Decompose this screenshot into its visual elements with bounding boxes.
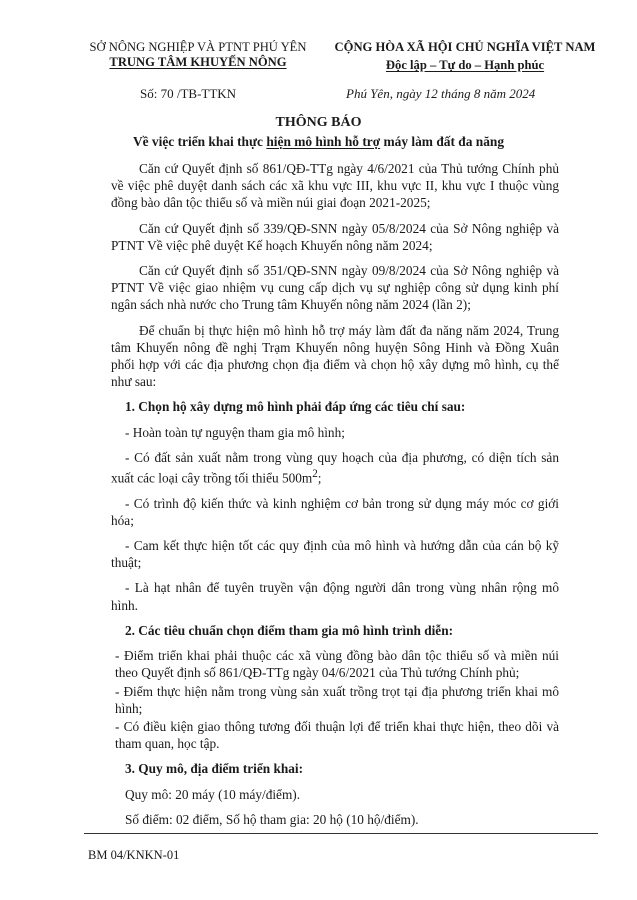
criteria-item: - Có trình độ kiến thức và kinh nghiệm cơ bản trong sử dụng máy móc cơ giới hóa; — [111, 495, 559, 528]
criteria-item: - Cam kết thực hiện tốt các quy định của mô hình và hướng dẫn của cán bộ kỹ thuật; — [111, 538, 559, 571]
legal-basis-paragraph: Căn cứ Quyết định số 339/QĐ-SNN ngày 05/8/2024 của Sở Nông nghiệp và PTNT Về việc phê duyệt Kế hoạch Khuyến nông năm 2024; — [111, 220, 559, 253]
legal-basis-paragraph: Căn cứ Quyết định số 351/QĐ-SNN ngày 09/8/2024 của Sở Nông nghiệp và PTNT Về việc giao nhiệm vụ cung cấp dịch vụ sự nghiệp công sử dụng kinh phí ngân sách nhà nước cho Trung tâm Khuyến nông năm 2024 (lần 2); — [111, 263, 559, 313]
footer-divider — [84, 833, 598, 834]
document-title: THÔNG BÁO — [275, 115, 362, 130]
criteria-item-text: - Có đất sản xuất nằm trong vùng quy hoạch của địa phương, có diện tích sản xuất các loại cây trồng tối thiểu 500m — [111, 449, 559, 486]
subtitle-part-underlined: hiện mô hình hỗ trợ — [266, 134, 381, 149]
document-date: Phú Yên, ngày 12 tháng 8 năm 2024 — [346, 86, 536, 101]
national-motto: Độc lập – Tự do – Hạnh phúc — [385, 58, 545, 72]
document-number: Số: 70 /TB-TTKN — [140, 86, 237, 101]
section-heading: 1. Chọn hộ xây dựng mô hình phải đáp ứng các tiêu chí sau: — [125, 399, 466, 415]
intro-paragraph: Để chuẩn bị thực hiện mô hình hỗ trợ máy làm đất đa năng năm 2024, Trung tâm Khuyến nông đề nghị Trạm Khuyến nông huyện Sông Hinh và Đồng Xuân phối hợp với các địa phương chọn địa điểm và chọn hộ xây dựng mô hình, cụ thể như sau: — [111, 322, 559, 390]
subtitle-part: Về việc triển khai thực — [132, 134, 267, 149]
issuing-agency — [78, 40, 318, 70]
document-subtitle — [0, 134, 637, 150]
form-code: BM 04/KNKN-01 — [88, 848, 180, 862]
parent-agency: SỞ NÔNG NGHIỆP VÀ PTNT PHÚ YÊN — [89, 40, 307, 54]
criteria-item: - Là hạt nhân để tuyên truyền vận động người dân trong vùng nhân rộng mô hình. — [111, 580, 559, 613]
criteria-item: - Hoàn toàn tự nguyện tham gia mô hình; — [125, 424, 345, 440]
standard-item: - Điểm thực hiện nằm trong vùng sản xuất trồng trọt tại địa phương triển khai mô hình; — [115, 683, 559, 716]
scale-line: Số điểm: 02 điểm, Số hộ tham gia: 20 hộ (10 hộ/điểm). — [125, 811, 419, 827]
unit-superscript: 2 — [312, 468, 318, 481]
section-heading: 2. Các tiêu chuẩn chọn điểm tham gia mô hình trình diễn: — [125, 622, 454, 638]
document-body — [111, 160, 559, 836]
scale-line: Quy mô: 20 máy (10 máy/điểm). — [125, 786, 301, 802]
criteria-item-end: ; — [317, 470, 322, 486]
legal-basis-paragraph: Căn cứ Quyết định số 861/QĐ-TTg ngày 4/6/2021 của Thủ tướng Chính phủ về việc phê duyệt danh sách các xã khu vực III, khu vực II, khu vực I thuộc vùng đồng bào dân tộc thiểu số và miền núi giai đoạn 2021-2025; — [111, 161, 559, 211]
national-heading — [312, 40, 618, 73]
nation-name: CỘNG HÒA XÃ HỘI CHỦ NGHĨA VIỆT NAM — [334, 40, 596, 54]
standard-item: - Có điều kiện giao thông tương đối thuận lợi để triển khai thực hiện, theo dõi và tham quan, học tập. — [115, 718, 559, 752]
standard-item: - Điểm triển khai phải thuộc các xã vùng đồng bào dân tộc thiểu số và miền núi theo Quyết định số 861/QĐ-TTg ngày 04/6/2021 của Thủ tướng Chính phủ; — [115, 648, 559, 681]
issuing-unit: TRUNG TÂM KHUYẾN NÔNG — [109, 55, 287, 69]
section-heading: 3. Quy mô, địa điểm triển khai: — [125, 761, 304, 777]
criteria-item — [111, 449, 559, 487]
subtitle-part: máy làm đất đa năng — [380, 134, 505, 149]
